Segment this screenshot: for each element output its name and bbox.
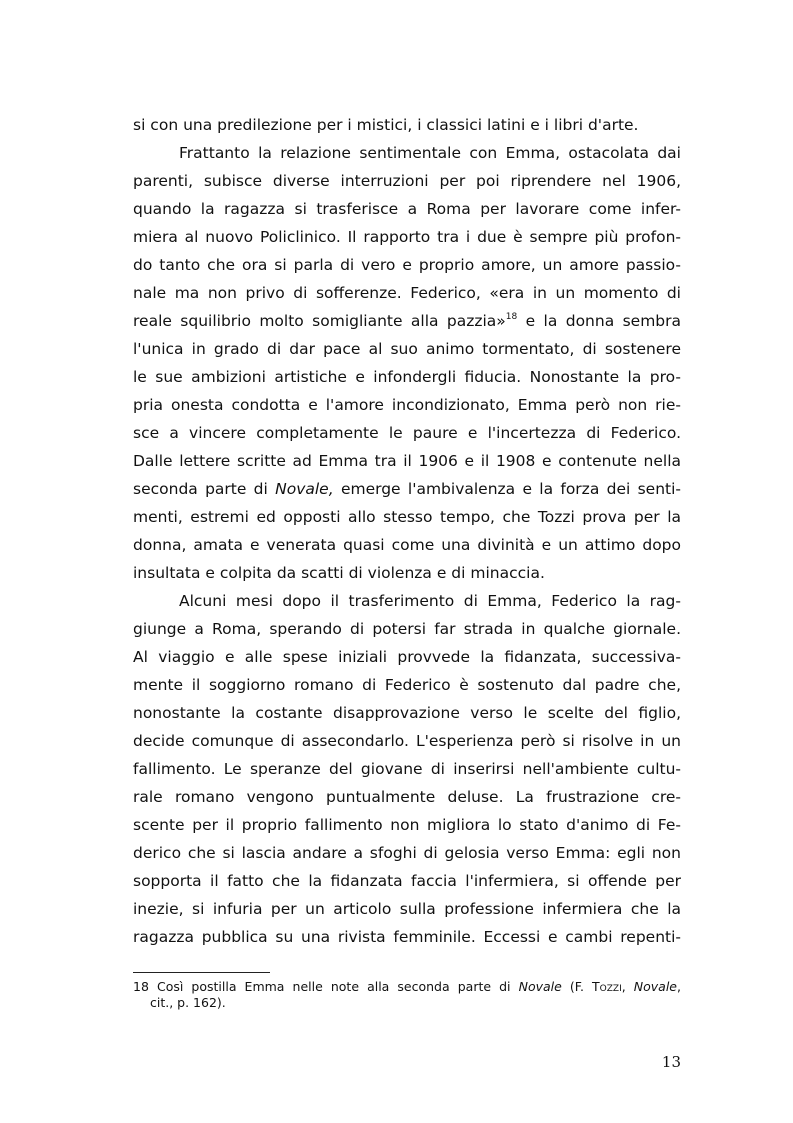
text-line: rale romano vengono puntualmente deluse. La frustrazione cre- [133,788,681,806]
footnote-number: 18 [133,979,149,994]
text-line: inezie, si infuria per un articolo sulla professione infermiera che la [133,900,681,918]
text-line: giunge a Roma, sperando di potersi far strada in qualche giornale. [133,620,681,638]
footnote-text: (F. [561,979,593,994]
text-line: Frattanto la relazione sentimentale con Emma, ostacolata dai [179,144,681,162]
line-text: seconda parte di [133,480,276,498]
text-line: do tanto che ora si parla di vero e proprio amore, un amore passio- [133,256,681,274]
text-line: Al viaggio e alle spese iniziali provvede la fidanzata, successiva- [133,648,681,666]
text-line: derico che si lascia andare a sfoghi di gelosia verso Emma: egli non [133,844,681,862]
footnote-text: , [621,979,634,994]
text-line: l'unica in grado di dar pace al suo animo tormentato, di sostenere [133,340,681,358]
text-line: miera al nuovo Policlinico. Il rapporto tra i due è sempre più profon- [133,228,681,246]
text-line [133,475,681,503]
text-line: ragazza pubblica su una rivista femminile. Eccessi e cambi repenti- [133,928,681,946]
line-text: e la donna sembra [517,312,682,330]
text-line: Dalle lettere scritte ad Emma tra il 1906 e il 1908 e contenute nella [133,452,681,470]
text-line: nonostante la costante disapprovazione verso le scelte del figlio, [133,704,681,722]
text-line: le sue ambizioni artistiche e infondergli fiducia. Nonostante la pro- [133,368,681,386]
footnote-work: Novale [633,979,678,994]
text-line: insultata e colpita da scatti di violenza e di minaccia. [133,564,545,582]
text-line: mente il soggiorno romano di Federico è sostenuto dal padre che, [133,676,681,694]
text-line: sopporta il fatto che la fidanzata faccia l'infermiera, si offende per [133,872,681,890]
text-line: quando la ragazza si trasferisce a Roma per lavorare come infer- [133,200,681,218]
footnote [133,979,681,1011]
text-line: nale ma non privo di sofferenze. Federico, «era in un momento di [133,284,681,302]
body-text [133,111,681,951]
footnote-author: Tozzi [592,979,622,994]
footnote-ref[interactable]: 18 [505,312,518,322]
footnote-line [133,979,681,995]
text-line: decide comunque di assecondarlo. L'esperienza però si risolve in un [133,732,681,750]
text-line: pria onesta condotta e l'amore incondizionato, Emma però non rie- [133,396,681,414]
line-text: emerge l'ambivalenza e la forza dei senti- [333,480,681,498]
footnote-text: , [677,979,681,994]
text-line: scente per il proprio fallimento non migliora lo stato d'animo di Fe- [133,816,681,834]
footnote-text: Così postilla Emma nelle note alla seconda parte di [148,979,519,994]
footnote-separator [133,972,270,973]
text-line: parenti, subisce diverse interruzioni per poi riprendere nel 1906, [133,172,681,190]
text-line: fallimento. Le speranze del giovane di inserirsi nell'ambiente cultu- [133,760,681,778]
footnote-line: cit., p. 162). [150,995,226,1010]
page-number: 13 [661,1053,681,1071]
text-line: Alcuni mesi dopo il trasferimento di Emma, Federico la rag- [179,592,681,610]
text-line [133,307,681,335]
text-line: si con una predilezione per i mistici, i classici latini e i libri d'arte. [133,116,639,134]
footnote-work: Novale [518,979,562,994]
text-line: menti, estremi ed opposti allo stesso tempo, che Tozzi prova per la [133,508,681,526]
book-title: Novale, [275,480,334,498]
text-line: sce a vincere completamente le paure e l'incertezza di Federico. [133,424,681,442]
text-line: donna, amata e venerata quasi come una divinità e un attimo dopo [133,536,681,554]
line-text: reale squilibrio molto somigliante alla pazzia» [133,312,506,330]
